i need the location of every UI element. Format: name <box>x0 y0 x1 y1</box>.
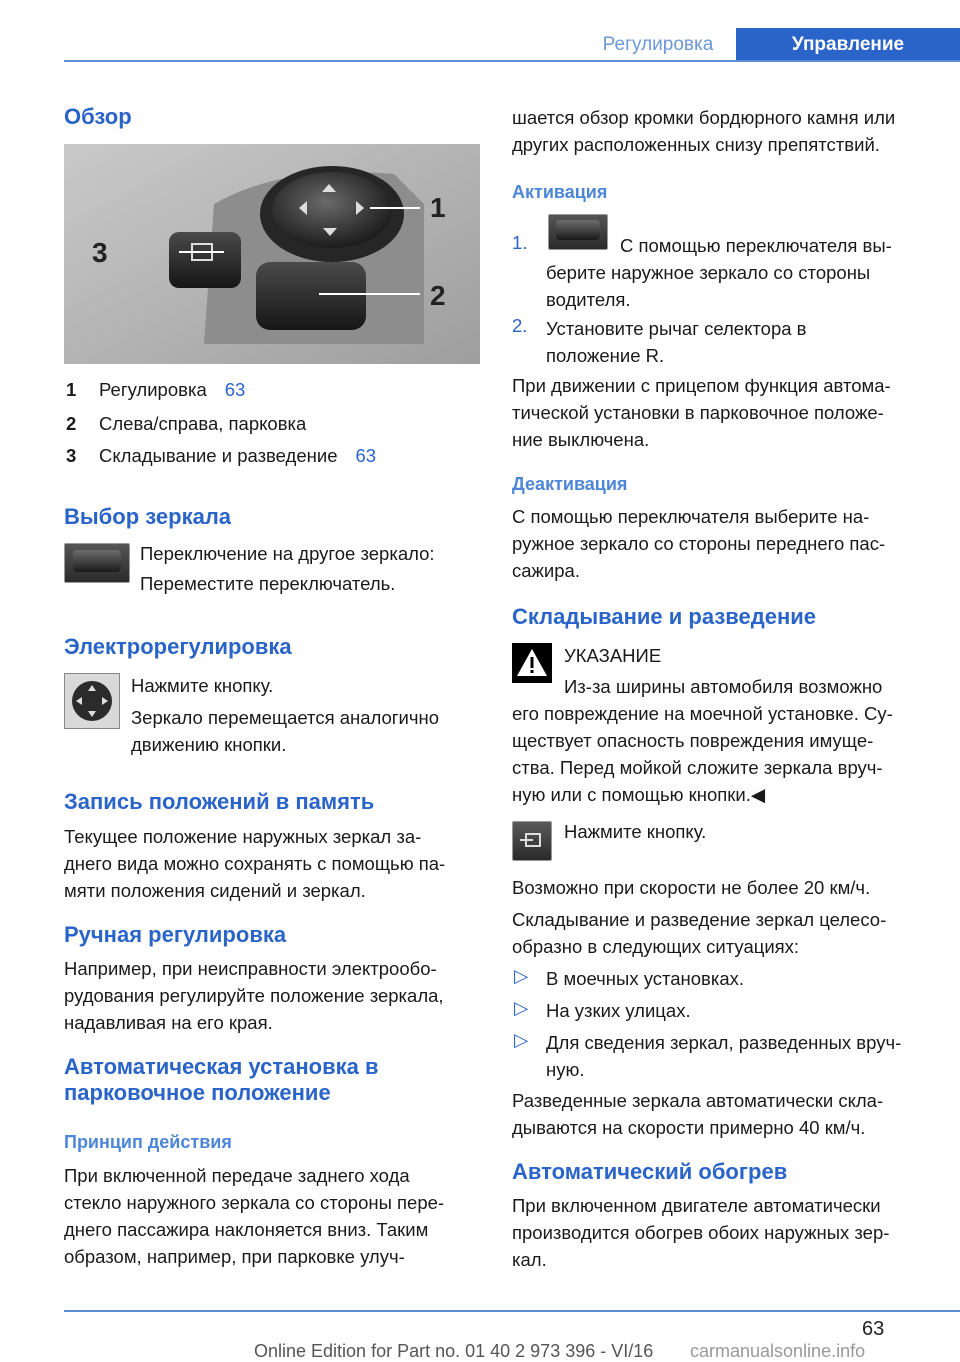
warning-text-1: Из-за ширины автомобиля возможно <box>564 676 883 697</box>
overview-title: Обзор <box>64 104 132 129</box>
figure-label-1: 1 <box>430 192 446 223</box>
heating-text-2: производится обогрев обоих наружных зер- <box>512 1222 890 1243</box>
legend-item: 2 <box>66 413 77 434</box>
footer-divider <box>64 1310 960 1312</box>
triangle-bullet-icon: ▷ <box>514 997 529 1018</box>
step-1-text-3: водителя. <box>546 289 631 310</box>
step-1-text-2: берите наружное зеркало со стороны <box>546 262 871 283</box>
fold-purpose-text-1: Складывание и разведение зеркал целесо- <box>512 909 887 930</box>
mirror-select-title: Выбор зеркала <box>64 504 232 529</box>
mirror-switch-figure <box>64 144 480 364</box>
bullet-text: В моечных установках. <box>546 968 745 989</box>
trailer-text-3: ние выключена. <box>512 429 650 450</box>
electro-text-3: движению кнопки. <box>131 734 287 755</box>
electro-text-1: Нажмите кнопку. <box>131 675 274 696</box>
warning-title: УКАЗАНИЕ <box>564 645 662 666</box>
memory-text-3: мяти положения сидений и зеркал. <box>64 880 366 901</box>
memory-text-2: днего вида можно сохранять с помощью па- <box>64 853 446 874</box>
principle-title: Принцип действия <box>64 1132 232 1152</box>
manual-title: Ручная регулировка <box>64 922 287 947</box>
mirror-select-text-1: Переключение на другое зеркало: <box>140 543 435 564</box>
trailer-text-1: При движении с прицепом функция автома- <box>512 375 891 396</box>
electro-title: Электрорегулировка <box>64 634 292 659</box>
electro-text-2: Зеркало перемещается аналогично <box>131 707 440 728</box>
fold-title: Складывание и разведение <box>512 604 816 629</box>
legend-item-text: Регулировка 63 <box>99 379 246 400</box>
legend-item: 1 <box>66 379 77 400</box>
bullet-text: Для сведения зеркал, разведенных вруч- <box>546 1032 902 1053</box>
deactivation-text-1: С помощью переключателя выберите на- <box>512 506 870 527</box>
figure-label-2: 2 <box>430 280 446 311</box>
memory-title: Запись положений в память <box>64 789 375 814</box>
auto-fold-text-1: Разведенные зеркала автоматически скла- <box>512 1090 884 1111</box>
header-divider <box>64 60 960 62</box>
page-number: 63 <box>862 1318 885 1340</box>
deactivation-text-3: сажира. <box>512 560 580 581</box>
step-number: 1. <box>512 232 528 253</box>
deactivation-title: Деактивация <box>512 474 628 494</box>
fold-purpose-text-2: образно в следующих ситуациях: <box>512 936 800 957</box>
step-number: 2. <box>512 315 528 336</box>
speed-text: Возможно при скорости не более 20 км/ч. <box>512 877 871 898</box>
warning-icon <box>512 643 552 683</box>
step-1-text-1: С помощью переключателя вы- <box>620 235 892 256</box>
bullet-text: На узких улицах. <box>546 1000 691 1021</box>
step-2-text-1: Установите рычаг селектора в <box>546 318 807 339</box>
warning-text-2: его повреждение на моечной установке. Су- <box>512 703 893 724</box>
principle-text-1: При включенной передаче заднего хода <box>64 1165 410 1186</box>
manual-text-1: Например, при неисправности электрообо- <box>64 958 437 979</box>
figure-label-3: 3 <box>92 237 108 268</box>
selector-switch-icon <box>64 543 130 583</box>
auto-park-title-2: парковочное положение <box>64 1080 331 1105</box>
warning-text-4: ства. Перед мойкой сложите зеркала вруч- <box>512 757 883 778</box>
fold-button-icon <box>512 821 552 861</box>
legend-item-text: Складывание и разведение 63 <box>99 445 377 466</box>
heating-text-1: При включенном двигателе автоматически <box>512 1195 881 1216</box>
legend-item-text: Слева/справа, парковка <box>99 413 307 434</box>
page-link[interactable]: 63 <box>224 379 246 400</box>
memory-text-1: Текущее положение наружных зеркал за- <box>64 826 422 847</box>
heating-text-3: кал. <box>512 1249 547 1270</box>
selector-switch-icon <box>548 214 608 250</box>
press-button-text: Нажмите кнопку. <box>564 821 707 842</box>
heating-title: Автоматический обогрев <box>512 1159 788 1184</box>
bullet-text: ную. <box>546 1059 585 1080</box>
manual-text-2: рудования регулируйте положение зеркала, <box>64 985 444 1006</box>
principle-text-3: днего пассажира наклоняется вниз. Таким <box>64 1219 429 1240</box>
direction-pad-icon <box>64 673 120 729</box>
header-tab-controls[interactable]: Управление <box>736 28 960 62</box>
legend-item: 3 <box>66 445 77 466</box>
triangle-bullet-icon: ▷ <box>514 1029 529 1050</box>
principle-text-4: образом, например, при парковке улуч- <box>64 1246 405 1267</box>
warning-text-5: ную или с помощью кнопки.◀ <box>512 784 766 805</box>
page-link[interactable]: 63 <box>355 445 377 466</box>
auto-fold-text-2: дываются на скорости примерно 40 км/ч. <box>512 1117 866 1138</box>
triangle-bullet-icon: ▷ <box>514 965 529 986</box>
header-tab-adjustment[interactable]: Регулировка <box>602 34 714 55</box>
trailer-text-2: тической установки в парковочное положе- <box>512 402 884 423</box>
watermark-text: carmanualsonline.info <box>690 1341 866 1361</box>
warning-text-3: ществует опасность повреждения имуще- <box>512 730 874 751</box>
cont-text-1: шается обзор кромки бордюрного камня или <box>512 107 896 128</box>
activation-title: Активация <box>512 182 608 202</box>
cont-text-2: других расположенных снизу препятствий. <box>512 134 880 155</box>
deactivation-text-2: ружное зеркало со стороны переднего пас- <box>512 533 886 554</box>
principle-text-2: стекло наружного зеркала со стороны пере- <box>64 1192 445 1213</box>
manual-text-3: надавливая на его края. <box>64 1012 273 1033</box>
mirror-select-text-2: Переместите переключатель. <box>140 573 396 594</box>
edition-text: Online Edition for Part no. 01 40 2 973 396 - VI/16 <box>254 1341 654 1361</box>
auto-park-title-1: Автоматическая установка в <box>64 1054 379 1079</box>
step-2-text-2: положение R. <box>546 345 665 366</box>
